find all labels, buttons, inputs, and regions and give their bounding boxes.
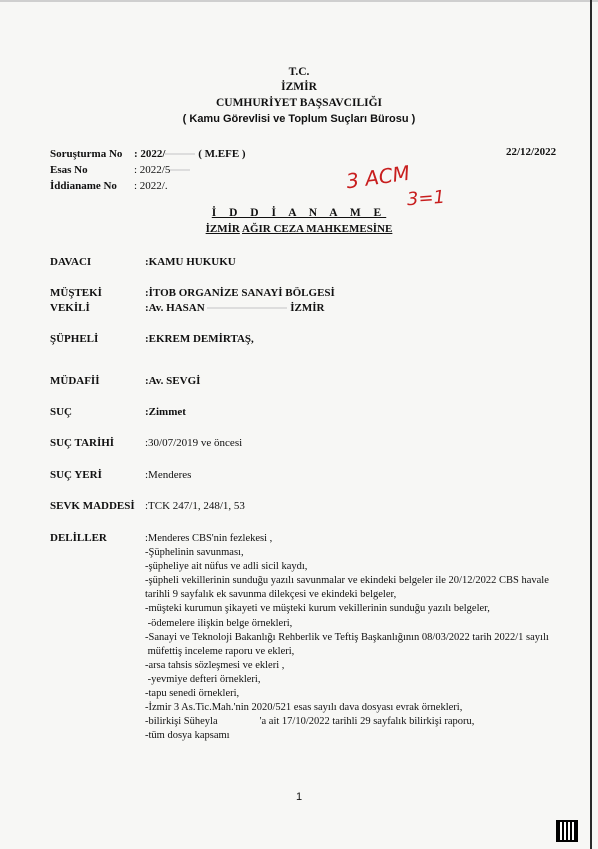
sorusturma-value: : 2022/ ( M.EFE ): [134, 148, 246, 160]
iddianame-label: İddianame No: [50, 180, 117, 192]
field-vekili: VEKİLİ :Av. HASAN İZMİR: [50, 302, 325, 314]
evidence-item: -tapu senedi örnekleri,: [145, 688, 240, 700]
scan-edge-top: [0, 0, 598, 2]
header-tc: T.C.: [288, 66, 310, 78]
field-suc-yeri: SUÇ YERİ :Menderes: [50, 469, 192, 481]
evidence-item: :Menderes CBS'nin fezlekesi ,: [145, 533, 273, 544]
esas-value: : 2022/5: [134, 162, 190, 178]
header-bureau: ( Kamu Görevlisi ve Toplum Suçları Bürosu ): [182, 113, 416, 125]
evidence-item: -şüpheliye ait nüfus ve adli sicil kaydı,: [145, 561, 308, 573]
evidence-list: [145, 532, 577, 743]
evidence-item: -tüm dosya kapsamı: [145, 730, 230, 742]
evidence-item: -bilirkişi Süheyla 'a ait 17/10/2022 tarihli 29 sayfalık bilirkişi raporu,: [145, 716, 475, 728]
header-city: İZMİR: [281, 81, 317, 93]
qr-code-icon: [556, 820, 578, 842]
field-mudafi: MÜDAFİİ :Av. SEVGİ: [50, 375, 201, 387]
header-office: CUMHURİYET BAŞSAVCILIĞI: [215, 97, 383, 109]
evidence-item: -ödemelere ilişkin belge örnekleri,: [145, 617, 293, 629]
handwritten-note-count: 3=1: [406, 186, 446, 211]
scan-edge-right: [590, 0, 592, 849]
case-meta: [50, 146, 246, 194]
iddianame-value: : 2022/.: [134, 180, 168, 192]
evidence-item: -şüpheli vekillerinin sunduğu yazılı savunmalar ve ekindeki belgeler ile 20/12/2022 CBS havale: [145, 575, 549, 587]
evidence-item: -İzmir 3 As.Tic.Mah.'nin 2020/521 esas sayılı dava dosyası evrak örnekleri,: [145, 702, 463, 714]
evidence-item: -arsa tahsis sözleşmesi ve ekleri ,: [145, 659, 285, 671]
field-suc: SUÇ :Zimmet: [50, 406, 186, 418]
document-date: 22/12/2022: [506, 146, 557, 158]
sorusturma-label: Soruşturma No: [50, 148, 123, 160]
evidence-item: -yevmiye defteri örnekleri,: [145, 673, 261, 685]
evidence-item: -Sanayi ve Teknoloji Bakanlığı Rehberlik ve Teftiş Başkanlığının 08/03/2022 tarih 2022/1 sayılı: [145, 631, 549, 643]
court-name: İZMİR AĞIR CEZA MAHKEMESİNE: [205, 223, 393, 235]
evidence-item: -Şüphelinin savunması,: [145, 547, 244, 559]
deliller-label: DELİLLER: [50, 532, 107, 544]
evidence-item: tarihli 9 sayfalık ek savunma dilekçesi ve ekindeki belgeler,: [145, 589, 397, 601]
handwritten-note-court: 3 ACM: [344, 160, 412, 194]
field-suc-tarihi: SUÇ TARİHİ :30/07/2019 ve öncesi: [50, 437, 243, 449]
field-musteki: MÜŞTEKİ :İTOB ORGANİZE SANAYİ BÖLGESİ: [50, 287, 335, 299]
field-davaci: DAVACI :KAMU HUKUKU: [50, 256, 236, 268]
evidence-item: müfettiş inceleme raporu ve ekleri,: [145, 645, 295, 657]
esas-label: Esas No: [50, 164, 88, 176]
evidence-item: -müşteki kurumun şikayeti ve müşteki kurum vekillerinin sunduğu yazılı belgeler,: [145, 603, 490, 615]
page-number: 1: [295, 791, 303, 803]
field-supheli: ŞÜPHELİ :EKREM DEMİRTAŞ,: [50, 333, 254, 345]
field-sevk-maddesi: SEVK MADDESİ :TCK 247/1, 248/1, 53: [50, 500, 245, 512]
document-title: İ D D İ A N A M E: [211, 207, 387, 219]
